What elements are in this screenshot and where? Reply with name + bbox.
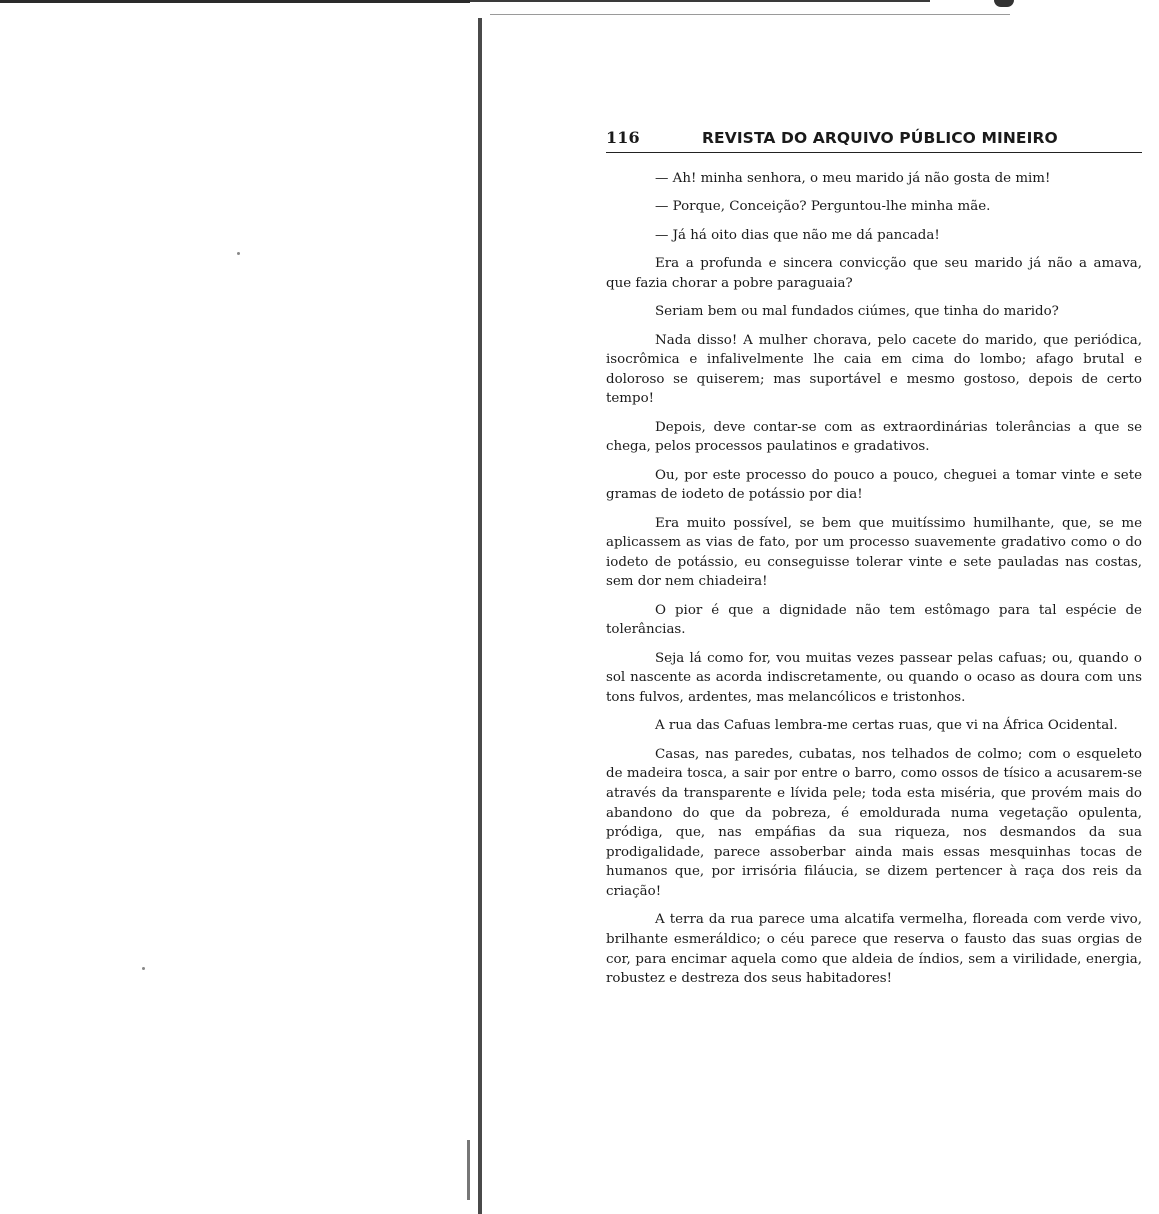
paragraph: A terra da rua parece uma alcatifa vermelha, floreada com verde vivo, brilhante esmeráldico; o céu parece que reserva o fausto das suas orgias de cor, para encimar aquela como que aldeia de índios, sem a virilidade, energia, robustez e destreza dos seus habitadores! [606,912,1142,987]
page-number: 116 [606,128,640,147]
top-edge-rule [0,0,470,3]
page-right [606,128,1142,998]
book-gutter [478,18,482,1214]
journal-title: REVISTA DO ARQUIVO PÚBLICO MINEIRO [702,129,1058,147]
paper-speck [142,967,145,970]
paragraph: Depois, deve contar-se com as extraordinárias tolerâncias a que se chega, pelos processos paulatinos e gradativos. [606,419,1142,455]
paragraph: Era a profunda e sincera convicção que seu marido já não a amava, que fazia chorar a pobre paraguaia? [606,256,1142,291]
paragraph: Seriam bem ou mal fundados ciúmes, que tinha do marido? [655,304,1059,320]
paragraph: Nada disso! A mulher chorava, pelo cacete do marido, que periódica, isocrômica e infalivelmente lhe caia em cima do lombo; afago brutal e doloroso se quiserem; mas suportável e mesmo gostoso, depois de certo tempo! [606,332,1142,407]
paragraph: Era muito possível, se bem que muitíssimo humilhante, que, se me aplicassem as vias de fato, por um processo suavemente gradativo como o do iodeto de potássio, eu conseguisse tolerar vinte e sete pauladas nas costas, sem dor nem chiadeira! [606,515,1142,590]
paragraph: — Já há oito dias que não me dá pancada! [655,227,940,243]
book-gutter-shadow [467,1140,470,1200]
paragraph: O pior é que a dignidade não tem estômago para tal espécie de tolerâncias. [606,602,1142,638]
binding-mark [994,0,1014,7]
paragraph: A rua das Cafuas lembra-me certas ruas, que vi na África Ocidental. [655,718,1118,734]
paragraph: — Porque, Conceição? Perguntou-lhe minha mãe. [655,199,991,215]
paragraph: Ou, por este processo do pouco a pouco, cheguei a tomar vinte e sete gramas de iodeto de potássio por dia! [606,467,1142,503]
paragraph: — Ah! minha senhora, o meu marido já não gosta de mim! [655,171,1051,186]
running-head [606,128,1142,153]
body-text [606,169,1142,989]
page-top-rule [490,14,1010,15]
paragraph: Casas, nas paredes, cubatas, nos telhados de colmo; com o esqueleto de madeira tosca, a sair por entre o barro, como ossos de tísico a acusarem-se através da transparente e lívida pele; toda esta miséria, que provém mais do abandono do que da pobreza, é emoldurada numa vegetação opulenta, pródiga, que, nas empáfias da sua riqueza, nos desmandos da sua prodigalidade, parece assoberbar ainda mais essas mesquinhas tocas de humanos que, por irrisória filáucia, se dizem pertencer à raça dos reis da criação! [606,746,1142,899]
paragraph: Seja lá como for, vou muitas vezes passear pelas cafuas; ou, quando o sol nascente as acorda indiscretamente, ou quando o ocaso as doura com uns tons fulvos, ardentes, mas melancólicos e tristonhos. [606,650,1142,706]
paper-speck [237,252,240,255]
top-edge-rule-right [470,0,930,2]
